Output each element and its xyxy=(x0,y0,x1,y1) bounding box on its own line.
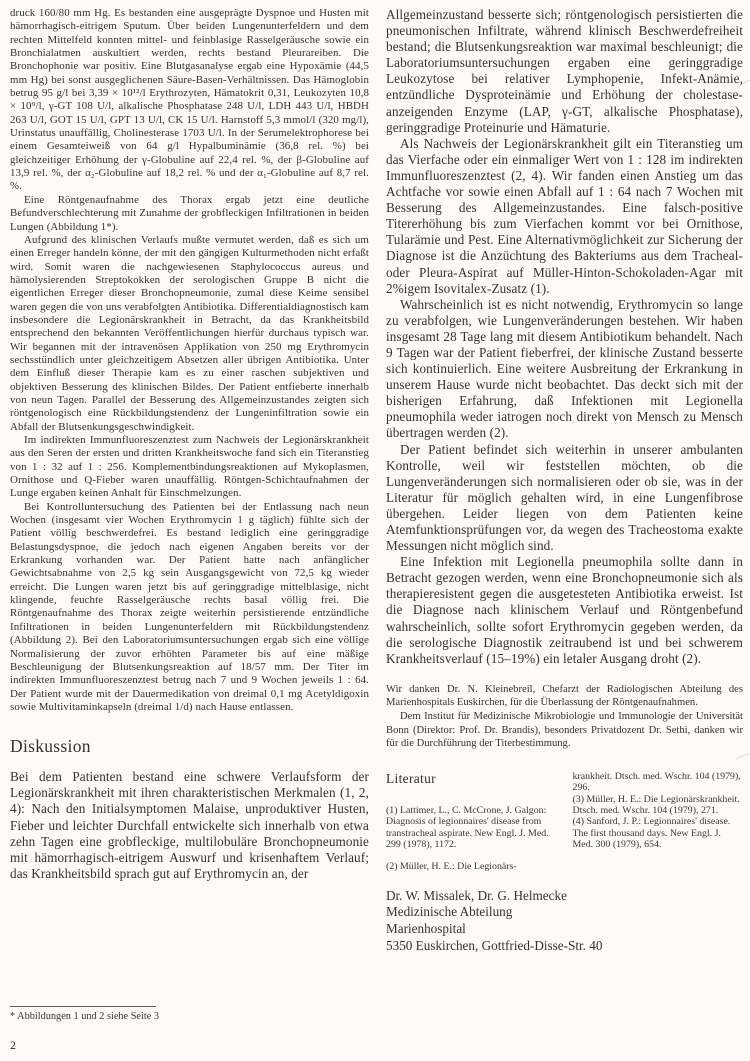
discussion-paragraph: Als Nachweis der Legionärskrankheit gilt ein Titeranstieg um das Vierfache oder ein einmaliger Wert von 1 : 128 im indirekten Immunfluoreszenztest (2, 4). Wir fanden einen Anstieg um das Achtfache vor sowie einen Abfall auf 1 : 64 nach 7 Wochen mit Besserung des Allgemeinzustandes. Eine falsch-positive Titererhöhung bis zum Vierfachen kommt vor bei Ornithose, Tularämie und Pest. Eine Alternativmöglichkeit zur Sicherung der Diagnose ist die Anzüchtung des Bakteriums aus dem Tracheal- oder Pleura-Aspirat auf Müller-Hinton-Schokoladen-Agar mit 2%igem Isovitalex-Zusatz (1). xyxy=(386,135,743,296)
author-line: Marienhospital xyxy=(386,921,466,937)
discussion-paragraph: Der Patient befindet sich weiterhin in unserer ambulanten Kontrolle, weil wir feststellen möchten, ob die Lungenveränderungen sich normalisieren oder ob sie, was in der Literatur für möglich gehalten wird, in eine Lungenfibrose übergehen. Leider liegen von dem Patienten keine Atemfunktionsprüfungen vor, da wegen des Tracheostoma exakte Messungen nicht möglich sind. xyxy=(386,441,743,554)
case-report-paragraph: Aufgrund des klinischen Verlaufs mußte vermutet werden, daß es sich um einen Erreger handeln könne, der mit den gängigen Kulturmethoden nicht erfaßt wird. Somit waren die nachgewiesenen Staphylococcus aureus und hämolysierenden Streptokokken der serologischen Gruppe B nicht die eigentlichen Erreger dieser Bronchopneumonie, zumal diese Keime sensibel waren gegen die von uns verabfolgten Antibiotika. Differentialdiagnostisch kam insbesondere die Legionärskrankheit in Betracht, da das Krankheitsbild entsprechend den bekannten Veröffentlichungen hierfür durchaus typisch war. Wir begannen mit der intravenösen Applikation von 250 mg Erythromycin sechsstündlich unter gleichzeitigem Absetzen aller übrigen Antibiotika. Unter dem Einfluß dieser Therapie kam es zu einer raschen subjektiven und objektiven Besserung des klinischen Bildes. Der Patient entfieberte innerhalb von neun Tagen. Parallel der Besserung des Allgemeinzustandes zeigten sich röntgenologisch eine Rückbildungstendenz der Lungeninfiltration sowie ein Abfall der Blutsenkungsgeschwindigkeit. xyxy=(10,233,369,433)
author-line: Medizinische Abteilung xyxy=(386,904,513,920)
left-column xyxy=(10,7,369,882)
footnote-divider xyxy=(10,1006,156,1007)
discussion-paragraph: Bei dem Patienten bestand eine schwere Verlaufsform der Legionärskrankheit mit ihren charakteristischen Merkmalen (1, 2, 4): Nach den Initialsymptomen Malaise, unproduktiver Husten, Fieber und leichter Durchfall entwickelte sich innerhalb von etwa zehn Tagen eine grobfleckige, multilobuläre Bronchopneumonie mit hämorrhagisch-eitrigem Auswurf und krisenhaftem Verlauf; das Krankheitsbild sprach gut auf Erythromycin an, der xyxy=(10,769,369,881)
literature-heading: Literatur xyxy=(386,770,436,786)
page-number: 2 xyxy=(10,1038,16,1052)
reference-entry: krankheit. Dtsch. med. Wschr. 104 (1979), 296. xyxy=(572,770,741,794)
reference-entry: (3) Müller, H. E.: Die Legionärskrankheit. Dtsch. med. Wschr. 104 (1979), 271. xyxy=(572,793,740,817)
literature-section xyxy=(386,771,743,873)
discussion-paragraph: Allgemeinzustand besserte sich; röntgenologisch persistierten die pneumonischen Infiltrate, während klinisch Beschwerdefreiheit bestand; die Blutsenkungsreaktion war maximal beschleunigt; die Laboratoriumsuntersuchungen ergaben eine geringgradige Leukozytose bei relativer Lymphopenie, Infekt-Anämie, entzündliche Dysproteinämie und Erhöhung der cholestase-anzeigenden Enzyme (LAP, γ-GT, alkalische Phosphatase), geringgradige Proteinurie und Hämaturie. xyxy=(386,7,743,135)
discussion-paragraph: Eine Infektion mit Legionella pneumophila sollte dann in Betracht gezogen werden, wenn eine Bronchopneumonie sich als therapieresistent gegen die ausgetesteten Antibiotika erweist. Ist die Diagnose nach klinischem Verlauf und Röntgenbefund wahrscheinlich, sollte sofort Erythromycin gegeben werden, da die serologische Diagnostik zeitraubend ist und bei schwerem Krankheitsverlauf (15–19%) ein letaler Ausgang droht (2). xyxy=(386,554,743,666)
author-address-block xyxy=(386,888,743,954)
footnote: * Abbildungen 1 und 2 siehe Seite 3 xyxy=(10,1011,160,1022)
references-left-subcolumn xyxy=(386,771,557,873)
case-report-paragraph: druck 160/80 mm Hg. Es bestanden eine ausgeprägte Dyspnoe und Husten mit hämorrhagisch-eitrigem Sputum. Über beiden Lungenunterfeldern und dem rechten Mittelfeld konnten mittel- und feinblasige Rasselgeräusche sowie ein Bronchialatmen auskultiert werden, rechts bestand Pleurareiben. Die Bronchophonie war positiv. Eine Blutgasanalyse ergab eine Hypoxämie (44,5 mm Hg) bei sonst ausgeglichenen Säure-Basen-Verhältnissen. Das Hämoglobin betrug 95 g/l bei 3,39 × 10¹²/l Erythrozyten, Hämatokrit 0,31, Leukozyten 10,8 × 10⁹/l, γ-GT 108 U/l, alkalische Phosphatase 248 U/l, LDH 443 U/l, HBDH 263 U/l, GOT 15 U/l, GPT 13 U/l, CK 15 U/l. Harnstoff 5,3 mmol/l (320 mg/l), Urinstatus unauffällig, Cholinesterase 1703 U/l. In der Serumelektrophorese bei einem Gesamteiweiß von 64 g/l Hypalbuminämie (36,8 rel. %) bei gleichzeitiger Erhöhung der γ-Globuline auf 22,4 rel. %, der β-Globuline auf 13,9 rel. %, der α₂-Globuline auf 18,2 rel. % und der α₁-Globuline auf 8,7 rel. %. xyxy=(10,7,369,193)
section-heading-diskussion: Diskussion xyxy=(10,736,91,757)
author-line: 5350 Euskirchen, Gottfried-Disse-Str. 40 xyxy=(386,937,603,953)
reference-entry: (2) Müller, H. E.: Die Legionärs- xyxy=(386,861,517,873)
case-report-paragraph: Bei Kontrolluntersuchung des Patienten bei der Entlassung nach neun Wochen (insgesamt vier Wochen Erythromycin 1 g täglich) fühlte sich der Patient völlig beschwerdefrei. Es bestand lediglich eine geringgradige Belastungsdyspnoe, die jedoch nach eigenen Angaben bereits vor der Erkrankung vorhanden war. Der Patient hatte nach anfänglicher Gewichtsabnahme von 2,5 kg sein Ausgangsgewicht von 72,5 kg wieder erreicht. Die Lungen waren jetzt bis auf geringgradige mittelblasige, nicht klingende, feuchte Rasselgeräusche rechts basal völlig frei. Die Röntgenaufnahme des Thorax zeigte weiterhin persistierende entzündliche Infiltrationen in beiden Lungenunterfeldern mit Rückbildungstendenz (Abbildung 2). Bei den Laboratoriumsuntersuchungen ergab sich eine völlige Normalisierung der zuvor erhöhten Parameter bis auf eine mäßige Beschleunigung der Blutsenkungsreaktion auf 18/57 mm. Der Titer im indirekten Immunfluoreszenztest betrug nach 7 und 9 Wochen jeweils 1 : 64. Der Patient wurde mit der Dauermedikation von dreimal 0,1 mg Acetyldigoxin sowie Multivitaminkapseln (dreimal 1/d) nach Hause entlassen. xyxy=(10,500,369,713)
case-report-paragraph: Im indirekten Immunfluoreszenztest zum Nachweis der Legionärskrankheit aus den Seren der ersten und dritten Krankheitswoche fand sich ein Titeranstieg von 1 : 32 auf 1 : 256. Komplementbindungsreaktionen auf Mykoplasmen, Ornithose und Q-Fieber waren unauffällig. Röntgen-Schichtaufnahmen der Lunge ergaben keinen Anhalt für Einschmelzungen. xyxy=(10,434,369,500)
acknowledgment-paragraph: Dem Institut für Medizinische Mikrobiologie und Immunologie der Universität Bonn (Direktor: Prof. Dr. Brandis), besonders Privatdozent Dr. Sethi, danken wir für die Durchführung der Titerbestimmung. xyxy=(386,711,743,750)
reference-entry: (4) Sanford, J. P.: Legionnaires' disease. The first thousand days. New Engl. J. Med. 300 (1979), 654. xyxy=(572,816,731,851)
author-line: Dr. W. Missalek, Dr. G. Helmecke xyxy=(386,887,567,903)
right-column xyxy=(386,7,743,954)
reference-entry: (1) Lattimer, L., C. McCrone, J. Galgon: Diagnosis of legionnaires' disease from transtracheal aspirate. New Engl. J. Med. 299 (1978), 1172. xyxy=(386,804,549,851)
references-right-subcolumn xyxy=(573,771,744,873)
acknowledgment-paragraph: Wir danken Dr. N. Kleinebreil, Chefarzt der Radiologischen Abteilung des Marienhospitals Euskirchen, für die Überlassung der Röntgenaufnahmen. xyxy=(386,683,743,709)
discussion-paragraph: Wahrscheinlich ist es nicht notwendig, Erythromycin so lange zu verabfolgen, wie Lungenveränderungen bestehen. Wir haben insgesamt 28 Tage lang mit diesem Antibiotikum behandelt. Nach 9 Tagen war der Patient fieberfrei, der klinische Zustand besserte sich kontinuierlich. Eine weitere Ausbreitung der Erkrankung in unserem Hause wurde nicht beobachtet. Das deckt sich mit der bisherigen Erfahrung, daß Infektionen mit Legionella pneumophila weder iatrogen noch direkt von Mensch zu Mensch übertragen werden (2). xyxy=(386,296,743,441)
case-report-paragraph: Eine Röntgenaufnahme des Thorax ergab jetzt eine deutliche Befundverschlechterung mit Zunahme der grobfleckigen Infiltrationen in beiden Lungen (Abbildung 1*). xyxy=(10,193,369,233)
